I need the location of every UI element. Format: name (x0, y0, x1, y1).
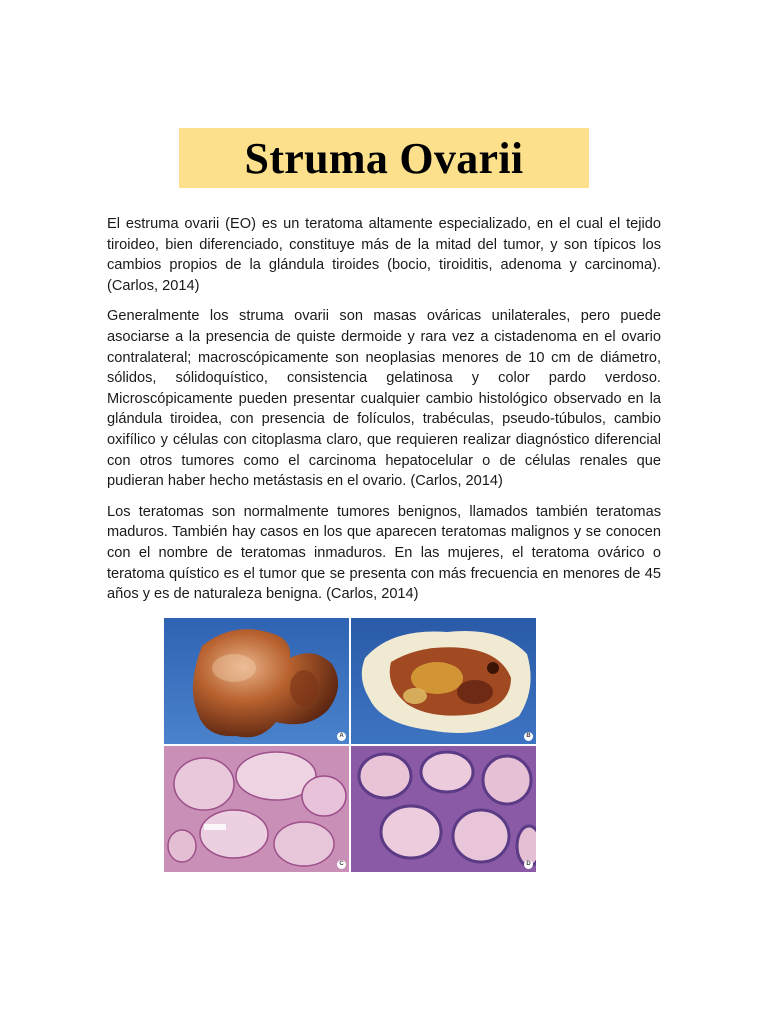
paragraph-2: Generalmente los struma ovarii son masas ováricas unilaterales, pero puede asociarse a la presencia de quiste dermoide y rara vez a cistadenoma en el ovario contralateral; macroscópicamente son neoplasias menores de 10 cm de diámetro, sólidos, sólidoquístico, consistencia gelatinosa y color pardo verdoso. Microscópicamente pueden presentar cualquier cambio histológico observado en la glándula tiroidea, con presencia de folículos, trabéculas, pseudo-túbulos, cambio oxifílico y células con citoplasma claro, que requieren realizar diagnóstico diferencial con otros tumores como el carcinoma hepatocelular o de células renales que pudieran haber hecho metástasis en el ovario. (Carlos, 2014) (107, 308, 661, 490)
body-text (107, 214, 661, 615)
panel-b-cut-surface (351, 618, 536, 744)
panel-c-histology-low (164, 746, 349, 872)
panel-label-a: A (337, 732, 346, 741)
panel-a-gross-specimen (164, 618, 349, 744)
paragraph-3: Los teratomas son normalmente tumores benignos, llamados también teratomas maduros. También hay casos en los que aparecen teratomas malignos y se conocen con el nombre de teratomas inmaduros. En las mujeres, el teratoma ovárico o teratoma quístico es el tumor que se presenta con más frecuencia en menores de 45 años y es de naturaleza benigna. (Carlos, 2014) (107, 503, 661, 603)
pathology-figure (164, 618, 536, 872)
paragraph-1: El estruma ovarii (EO) es un teratoma altamente especializado, en el cual el tejido tiroideo, bien diferenciado, constituye más de la mitad del tumor, y son típicos los cambios propios de la glándula tiroides (bocio, tiroiditis, adenoma y carcinoma). (Carlos, 2014) (107, 216, 661, 294)
panel-label-d: D (524, 860, 533, 869)
panel-label-c: C (337, 860, 346, 869)
panel-d-histology-high (351, 746, 536, 872)
page-title: Struma Ovarii (244, 133, 524, 183)
panel-label-b: B (524, 732, 533, 741)
title-banner (179, 128, 589, 188)
